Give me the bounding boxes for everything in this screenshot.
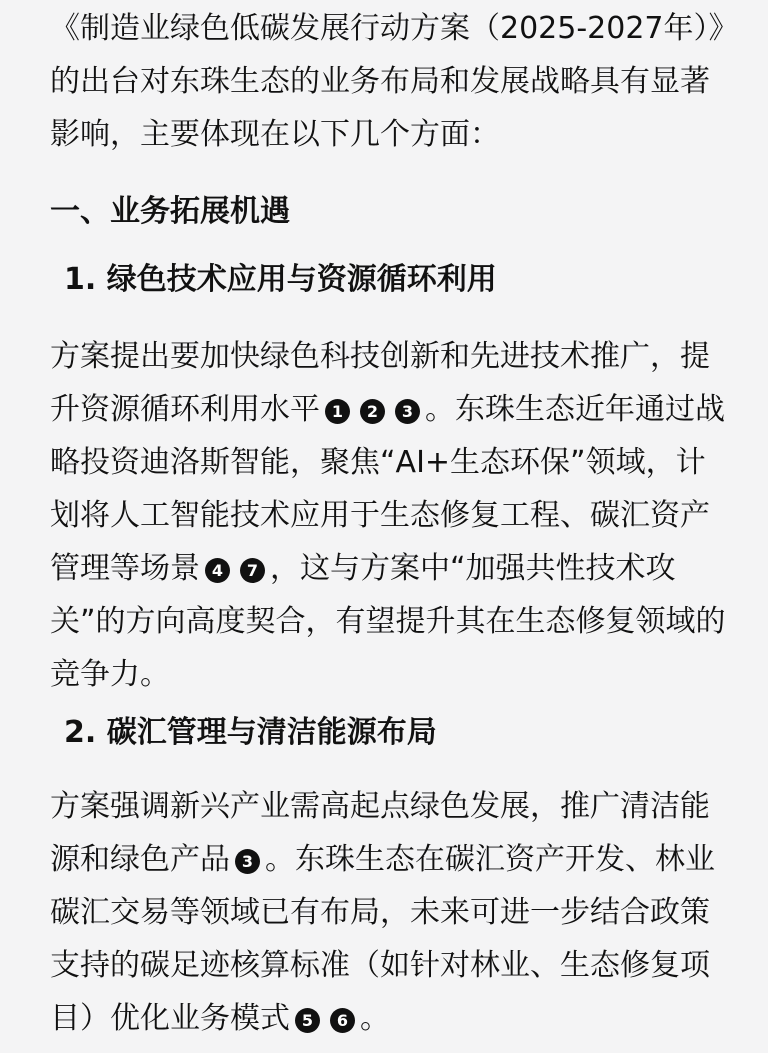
paragraph-2-text-c: 。 (360, 1001, 390, 1036)
subsection-title-1: 1. 绿色技术应用与资源循环利用 (64, 262, 497, 297)
intro-paragraph: 《制造业绿色低碳发展行动方案（2025-2027年）》的出台对东珠生态的业务布局和发展战略具有显著影响，主要体现在以下几个方面： (50, 11, 724, 152)
paragraph-1-text-b: 。东珠生态近年通过战略投资迪洛斯智能，聚焦“AI+生态环保”领域，计划将人工智能技术应用于生态修复工程、碳汇资产管理等场景 (50, 392, 725, 586)
subsection-title-2: 2. 碳汇管理与清洁能源布局 (64, 715, 437, 750)
paragraph-1-text-c: ，这与方案中“加强共性技术攻关”的方向高度契合，有望提升其在生态修复领域的竞争力。 (50, 551, 726, 692)
citation-badge[interactable]: 2 (360, 399, 385, 424)
paragraph-2-text-a: 方案强调新兴产业需高起点绿色发展，推广清洁能源和绿色产品 (50, 789, 710, 877)
citation-badge[interactable]: 5 (295, 1008, 320, 1033)
paragraph-1 (50, 330, 730, 701)
citation-badge[interactable]: 6 (330, 1008, 355, 1033)
citation-badge[interactable]: 7 (240, 558, 265, 583)
paragraph-2-text-b: 。东珠生态在碳汇资产开发、林业碳汇交易等领域已有布局，未来可进一步结合政策支持的碳足迹核算标准（如针对林业、生态修复项目）优化业务模式 (50, 842, 715, 1036)
paragraph-1-text-a: 方案提出要加快绿色科技创新和先进技术推广，提升资源循环利用水平 (50, 339, 710, 427)
paragraph-2 (50, 780, 730, 1045)
citation-badge[interactable]: 4 (205, 558, 230, 583)
section-heading: 一、业务拓展机遇 (50, 194, 290, 229)
citation-badge[interactable]: 3 (235, 849, 260, 874)
citation-badge[interactable]: 1 (325, 399, 350, 424)
citation-badge[interactable]: 3 (395, 399, 420, 424)
